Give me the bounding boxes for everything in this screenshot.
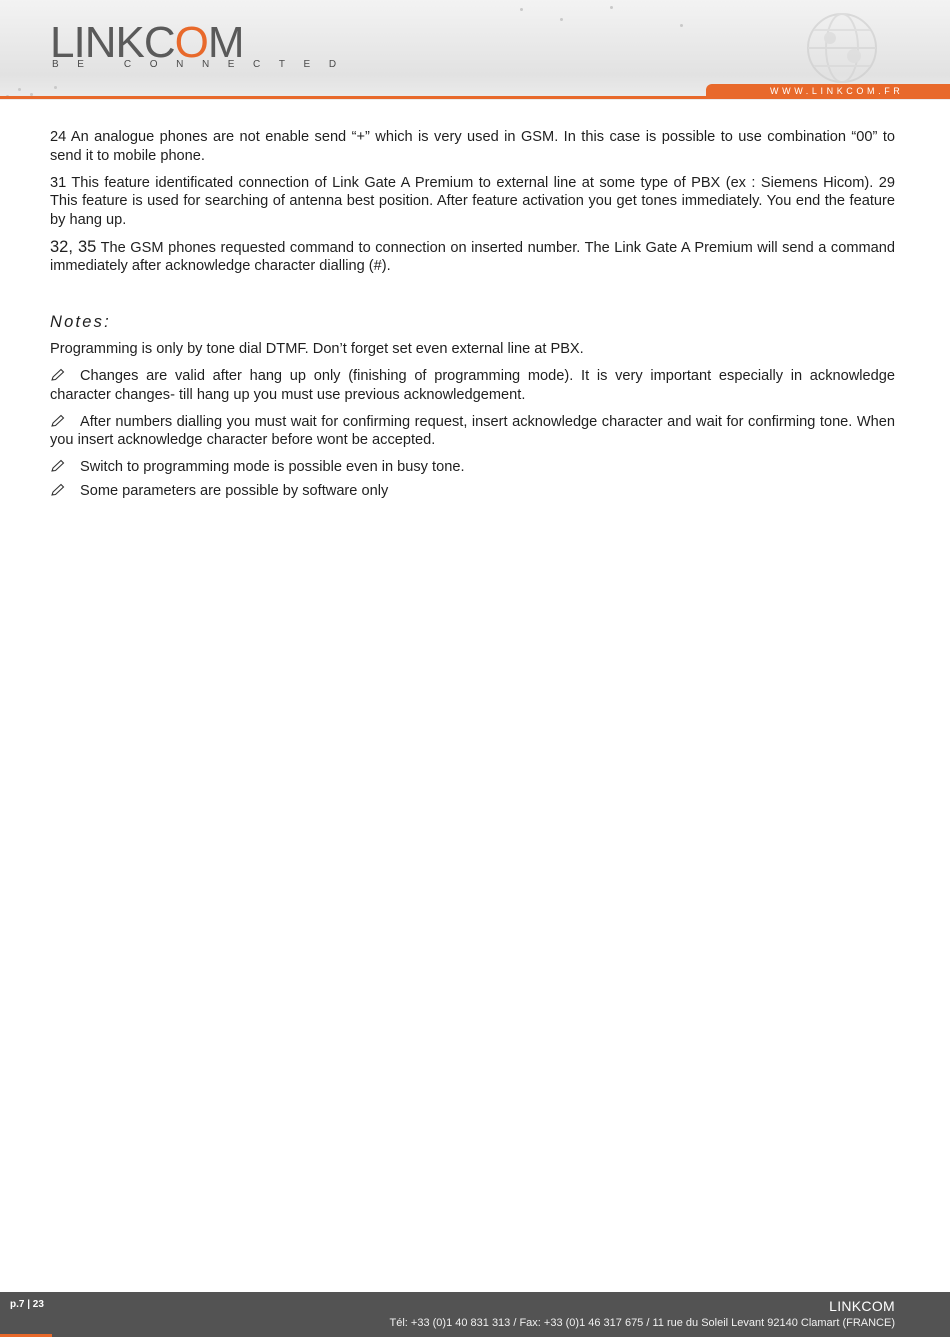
linkcom-logo: LINKCOM <box>50 18 244 67</box>
pencil-icon <box>50 459 66 473</box>
footer-contact-info: Tél: +33 (0)1 40 831 313 / Fax: +33 (0)1 46 317 675 / 11 rue du Soleil Levant 92140 Clamart (FRANCE) <box>389 1317 895 1329</box>
note-text: Some parameters are possible by software only <box>80 482 389 499</box>
logo-tagline: BE CONNECTED <box>52 59 355 70</box>
paragraph-32-35 <box>50 238 895 276</box>
note-item <box>50 413 895 450</box>
paragraph-number: 24 <box>50 129 67 145</box>
paragraph-24 <box>50 128 895 165</box>
paragraph-text: An analogue phones are not enable send “+” which is very used in GSM. In this case is possible to use combination “00” to send it to mobile phone. <box>50 129 895 164</box>
notes-heading: Notes: <box>50 312 111 331</box>
note-text: Switch to programming mode is possible even in busy tone. <box>80 459 465 475</box>
pencil-icon <box>50 483 66 497</box>
paragraph-number: 31 <box>50 174 67 191</box>
page-footer <box>0 1292 950 1337</box>
globe-watermark-icon <box>792 8 892 88</box>
footer-company-name: LINKCOM <box>829 1298 895 1314</box>
note-item <box>50 482 895 501</box>
notes-intro: Programming is only by tone dial DTMF. Don’t forget set even external line at PBX. <box>50 341 584 357</box>
document-body <box>50 128 895 509</box>
page-number: p.7 | 23 <box>10 1299 44 1310</box>
paragraph-text: The GSM phones requested command to connection on inserted number. The Link Gate A Premium will send a command immediately after acknowledge character dialling (#). <box>50 239 896 274</box>
note-item <box>50 367 895 404</box>
note-text: After numbers dialling you must wait for confirming request, insert acknowledge character and wait for confirming tone. When you insert acknowledge character before wont be accepted. <box>50 413 895 448</box>
page-header <box>0 0 950 100</box>
paragraph-31 <box>50 174 895 230</box>
header-divider <box>0 96 950 99</box>
pencil-icon <box>50 368 66 382</box>
paragraph-text: This feature identificated connection of Link Gate A Premium to external line at some type of PBX (ex : Siemens Hicom). 29 This feature is used for searching of antenna best position. After feature activation you get tones immediately. You end the feature by hang up. <box>50 174 895 228</box>
note-text: Changes are valid after hang up only (finishing of programming mode). It is very important especially in acknowledge character changes- till hang up you must use previous acknowledgement. <box>50 368 895 403</box>
website-url: WWW.LINKCOM.FR <box>770 86 904 96</box>
pencil-icon <box>50 414 66 428</box>
note-item <box>50 458 895 477</box>
paragraph-number: 32, 35 <box>50 237 97 256</box>
